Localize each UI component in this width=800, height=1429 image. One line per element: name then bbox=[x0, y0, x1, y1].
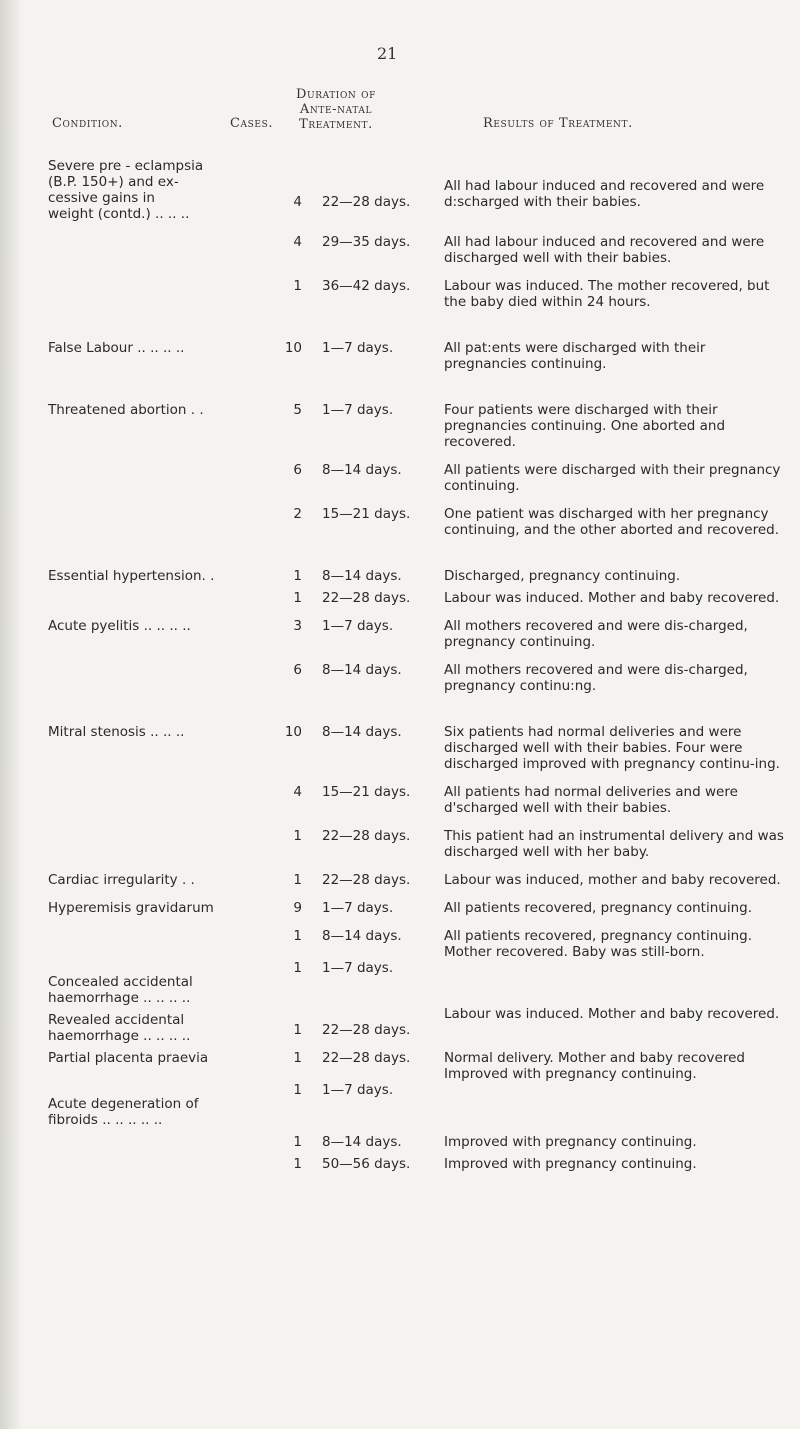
result-cell: Labour was induced, mother and baby recovered. bbox=[444, 872, 781, 888]
cases-cell: 1 bbox=[293, 278, 302, 294]
table-row bbox=[48, 146, 791, 222]
cases-cell: 1 bbox=[293, 1134, 302, 1150]
result-cell: This patient had an instrumental delivery and was discharged well with her baby. bbox=[444, 828, 784, 860]
duration-cell: 15—21 days. bbox=[322, 784, 411, 800]
cases-cell: 4 bbox=[293, 194, 302, 210]
condition-text: Acute pyelitis .. .. .. .. bbox=[48, 618, 191, 634]
condition-cell bbox=[48, 816, 264, 860]
duration-cell: 8—14 days. bbox=[322, 462, 402, 478]
duration-cell: 36—42 days. bbox=[322, 278, 411, 294]
result-cell: All mothers recovered and were dis-charged, pregnancy continu:ng. bbox=[444, 662, 748, 694]
header-duration: Duration of Ante-natal Treatment. bbox=[296, 87, 376, 132]
result-cell: Labour was induced. The mother recovered, but the baby died within 24 hours. bbox=[444, 278, 770, 310]
table-row bbox=[48, 916, 791, 944]
table-row bbox=[48, 372, 791, 450]
duration-cell: 22—28 days. bbox=[322, 828, 411, 844]
result-cell: Improved with pregnancy continuing. bbox=[444, 1156, 697, 1172]
condition-cell bbox=[48, 1044, 264, 1066]
table-row bbox=[48, 606, 791, 650]
results-table-body bbox=[48, 146, 791, 1172]
condition-cell bbox=[48, 772, 264, 816]
duration-cell: 22—28 days. bbox=[322, 590, 411, 606]
condition-cell bbox=[48, 494, 264, 538]
result-cell: Mother recovered. Baby was still-born. bbox=[444, 944, 705, 960]
condition-text: Concealed accidental haemorrhage .. .. .. .. bbox=[48, 974, 193, 1006]
table-row bbox=[48, 1150, 791, 1172]
condition-cell bbox=[48, 584, 264, 606]
condition-text: Hyperemisis gravidarum bbox=[48, 900, 214, 916]
result-cell: Discharged, pregnancy continuing. bbox=[444, 568, 681, 584]
cases-cell: 2 bbox=[293, 506, 302, 522]
table-row bbox=[48, 944, 791, 1006]
table-row bbox=[48, 1128, 791, 1150]
cases-cell: 4 bbox=[293, 784, 302, 800]
condition-text: Mitral stenosis .. .. .. bbox=[48, 724, 185, 740]
header-cases: Cases. bbox=[230, 116, 274, 131]
duration-cell: 22—28 days. bbox=[322, 872, 411, 888]
duration-cell: 1—7 days. bbox=[322, 900, 394, 916]
condition-text: Partial placenta praevia bbox=[48, 1050, 209, 1066]
page-number: 21 bbox=[377, 44, 398, 63]
result-cell: All had labour induced and recovered and were d:scharged with their babies. bbox=[444, 178, 765, 210]
result-cell: All pat:ents were discharged with their pregnancies continuing. bbox=[444, 340, 706, 372]
result-cell: All patients had normal deliveries and were d'scharged well with their babies. bbox=[444, 784, 738, 816]
result-cell: Normal delivery. Mother and baby recovered bbox=[444, 1050, 745, 1066]
duration-cell: 1—7 days. bbox=[322, 1082, 394, 1098]
cases-cell: 6 bbox=[293, 662, 302, 678]
condition-cell bbox=[48, 650, 264, 694]
cases-cell: 1 bbox=[293, 568, 302, 584]
condition-cell bbox=[48, 694, 264, 772]
condition-cell bbox=[48, 266, 264, 310]
page-edge-shadow bbox=[0, 0, 22, 1429]
cases-cell: 4 bbox=[293, 234, 302, 250]
table-row bbox=[48, 1044, 791, 1066]
cases-cell: 1 bbox=[293, 1050, 302, 1066]
duration-cell: 15—21 days. bbox=[322, 506, 411, 522]
condition-cell bbox=[48, 1066, 264, 1128]
condition-cell bbox=[48, 310, 264, 372]
condition-cell bbox=[48, 944, 264, 1006]
duration-cell: 8—14 days. bbox=[322, 1134, 402, 1150]
result-cell: All patients were discharged with their pregnancy continuing. bbox=[444, 462, 781, 494]
cases-cell: 10 bbox=[284, 340, 302, 356]
cases-cell: 9 bbox=[293, 900, 302, 916]
cases-cell: 1 bbox=[293, 828, 302, 844]
table-row bbox=[48, 1066, 791, 1128]
condition-cell bbox=[48, 1006, 264, 1044]
duration-cell: 8—14 days. bbox=[322, 662, 402, 678]
condition-cell bbox=[48, 450, 264, 494]
condition-cell bbox=[48, 916, 264, 944]
result-cell: Improved with pregnancy continuing. bbox=[444, 1134, 697, 1150]
duration-cell: 1—7 days. bbox=[322, 618, 394, 634]
result-cell: Improved with pregnancy continuing. bbox=[444, 1066, 697, 1082]
table-row bbox=[48, 494, 791, 538]
table-row bbox=[48, 222, 791, 266]
condition-text: Threatened abortion . . bbox=[48, 402, 204, 418]
condition-cell bbox=[48, 146, 264, 222]
condition-cell bbox=[48, 860, 264, 888]
table-row bbox=[48, 310, 791, 372]
table-row bbox=[48, 1006, 791, 1044]
table-row bbox=[48, 816, 791, 860]
duration-cell: 29—35 days. bbox=[322, 234, 411, 250]
condition-cell bbox=[48, 606, 264, 650]
duration-cell: 8—14 days. bbox=[322, 928, 402, 944]
result-cell: One patient was discharged with her pregnancy continuing, and the other aborted and recovered. bbox=[444, 506, 780, 538]
cases-cell: 10 bbox=[284, 724, 302, 740]
cases-cell: 1 bbox=[293, 960, 302, 976]
condition-cell bbox=[48, 372, 264, 450]
table-row bbox=[48, 538, 791, 584]
result-cell: All patients recovered, pregnancy continuing. bbox=[444, 900, 752, 916]
result-cell: All had labour induced and recovered and were discharged well with their babies. bbox=[444, 234, 765, 266]
condition-cell bbox=[48, 538, 264, 584]
cases-cell: 1 bbox=[293, 928, 302, 944]
cases-cell: 1 bbox=[293, 1082, 302, 1098]
duration-cell: 1—7 days. bbox=[322, 960, 394, 976]
results-table bbox=[48, 146, 791, 1172]
condition-text: Acute degeneration of fibroids .. .. .. .. .. bbox=[48, 1096, 199, 1128]
duration-cell: 22—28 days. bbox=[322, 194, 411, 210]
table-row bbox=[48, 650, 791, 694]
cases-cell: 1 bbox=[293, 1156, 302, 1172]
condition-cell bbox=[48, 888, 264, 916]
result-cell: All patients recovered, pregnancy continuing. bbox=[444, 928, 752, 944]
table-row bbox=[48, 266, 791, 310]
condition-cell bbox=[48, 1128, 264, 1150]
result-cell: Six patients had normal deliveries and were discharged well with their babies. Four were discharged improved with pregnancy continu-ing. bbox=[444, 724, 780, 772]
header-results: Results of Treatment. bbox=[483, 116, 633, 131]
result-cell: Labour was induced. Mother and baby recovered. bbox=[444, 590, 780, 606]
table-row bbox=[48, 772, 791, 816]
table-row bbox=[48, 860, 791, 888]
condition-text: Severe pre - eclampsia (B.P. 150+) and ex- cessive gains in weight (contd.) .. .. .. bbox=[48, 158, 204, 222]
condition-text: Cardiac irregularity . . bbox=[48, 872, 195, 888]
table-row bbox=[48, 888, 791, 916]
cases-cell: 1 bbox=[293, 872, 302, 888]
result-cell: All mothers recovered and were dis-charged, pregnancy continuing. bbox=[444, 618, 748, 650]
duration-cell: 1—7 days. bbox=[322, 340, 394, 356]
duration-cell: 8—14 days. bbox=[322, 724, 402, 740]
cases-cell: 3 bbox=[293, 618, 302, 634]
condition-text: Revealed accidental haemorrhage .. .. .. .. bbox=[48, 1012, 191, 1044]
condition-cell bbox=[48, 1150, 264, 1172]
header-condition: Condition. bbox=[52, 116, 123, 131]
duration-cell: 50—56 days. bbox=[322, 1156, 411, 1172]
duration-cell: 8—14 days. bbox=[322, 568, 402, 584]
condition-cell bbox=[48, 222, 264, 266]
condition-text: Essential hypertension. . bbox=[48, 568, 215, 584]
result-cell: Labour was induced. Mother and baby recovered. bbox=[444, 1006, 780, 1022]
table-row bbox=[48, 584, 791, 606]
duration-cell: 22—28 days. bbox=[322, 1050, 411, 1066]
cases-cell: 5 bbox=[293, 402, 302, 418]
duration-cell: 22—28 days. bbox=[322, 1022, 411, 1038]
result-cell: Four patients were discharged with their pregnancies continuing. One aborted and recovered. bbox=[444, 402, 726, 450]
table-row bbox=[48, 694, 791, 772]
table-row bbox=[48, 450, 791, 494]
cases-cell: 6 bbox=[293, 462, 302, 478]
cases-cell: 1 bbox=[293, 590, 302, 606]
cases-cell: 1 bbox=[293, 1022, 302, 1038]
condition-text: False Labour .. .. .. .. bbox=[48, 340, 185, 356]
duration-cell: 1—7 days. bbox=[322, 402, 394, 418]
